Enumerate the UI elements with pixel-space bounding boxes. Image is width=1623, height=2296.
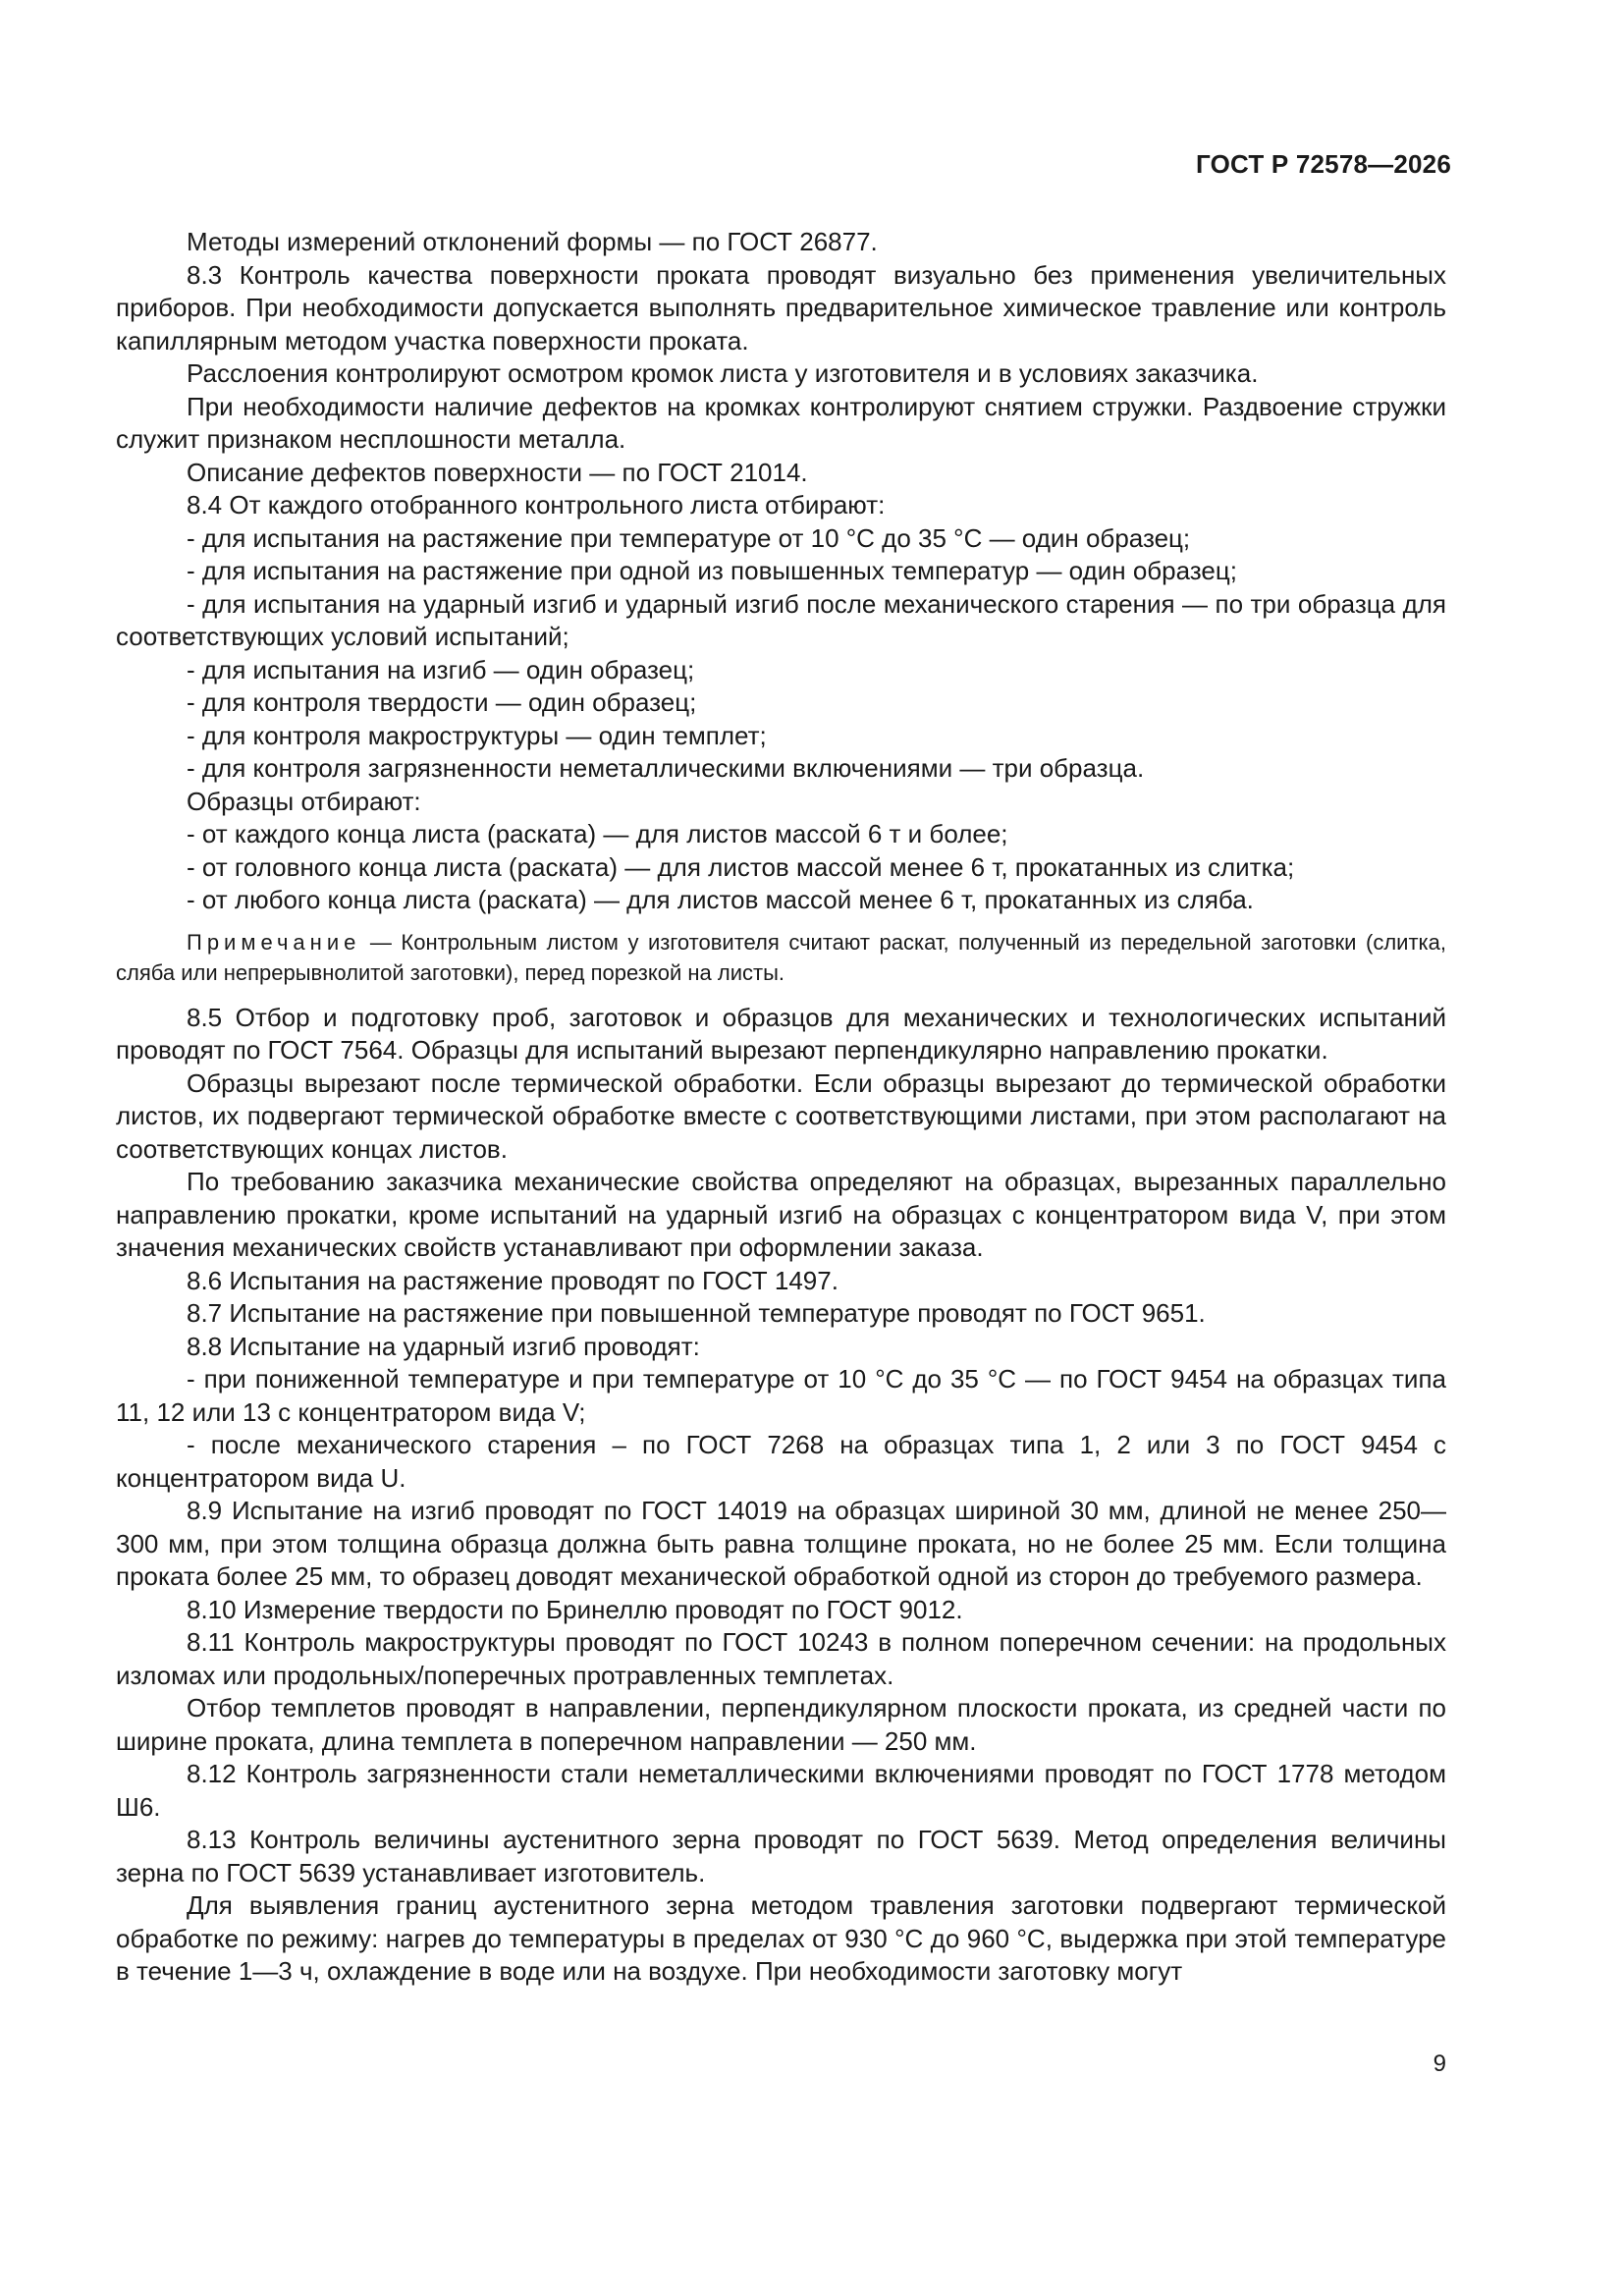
paragraph: 8.10 Измерение твердости по Бринеллю проводят по ГОСТ 9012. bbox=[187, 1594, 963, 1624]
paragraph: По требованию заказчика механические свойства определяют на образцах, вырезанных параллельно направлению прокатки, кроме испытаний на ударный изгиб на образцах с концентратором вида V, при этом значения механических свойств устанавливают при оформлении заказа. bbox=[116, 1167, 1446, 1262]
paragraph: Отбор темплетов проводят в направлении, перпендикулярном плоскости проката, из средней части по ширине проката, длина темплета в поперечном направлении — 250 мм. bbox=[116, 1693, 1446, 1756]
paragraph: 8.5 Отбор и подготовку проб, заготовок и образцов для механических и технологических испытаний проводят по ГОСТ 7564. Образцы для испытаний вырезают перпендикулярно направлению прокатки. bbox=[116, 1002, 1446, 1065]
list-item: - для испытания на ударный изгиб и ударный изгиб после механического старения — по три образца для соответствующих условий испытаний; bbox=[116, 588, 1446, 651]
document-body bbox=[116, 226, 1446, 1989]
paragraph: Образцы вырезают после термической обработки. Если образцы вырезают до термической обработки листов, их подвергают термической обработке вместе с соответствующими листами, при этом располагают на соответствующих концах листов. bbox=[116, 1067, 1446, 1164]
list-item: - для испытания на изгиб — один образец; bbox=[187, 654, 695, 684]
paragraph: 8.13 Контроль величины аустенитного зерна проводят по ГОСТ 5639. Метод определения величины зерна по ГОСТ 5639 устанавливает изготовитель. bbox=[116, 1825, 1446, 1887]
paragraph: 8.7 Испытание на растяжение при повышенной температуре проводят по ГОСТ 9651. bbox=[187, 1298, 1206, 1328]
list-item: - для испытания на растяжение при температуре от 10 °С до 35 °С — один образец; bbox=[187, 522, 1191, 553]
paragraph: Для выявления границ аустенитного зерна методом травления заготовки подвергают термической обработке по режиму: нагрев до температуры в пределах от 930 °С до 960 °С, выдержка при этой температуре в течение 1—3 ч, охлаждение в воде или на воздухе. При необходимости заготовку могут bbox=[116, 1890, 1446, 1986]
paragraph: При необходимости наличие дефектов на кромках контролируют снятием стружки. Раздвоение стружки служит признаком несплошности металла. bbox=[116, 391, 1446, 454]
paragraph: Методы измерений отклонений формы — по ГОСТ 26877. bbox=[187, 227, 878, 256]
paragraph: 8.6 Испытания на растяжение проводят по ГОСТ 1497. bbox=[187, 1265, 839, 1295]
list-item: - для контроля макроструктуры — один темплет; bbox=[187, 720, 767, 750]
page-number: 9 bbox=[1433, 2050, 1446, 2077]
list-item: - при пониженной температуре и при температуре от 10 °С до 35 °С — по ГОСТ 9454 на образцах типа 11, 12 или 13 с концентратором вида V; bbox=[116, 1364, 1446, 1427]
paragraph: Описание дефектов поверхности — по ГОСТ 21014. bbox=[187, 457, 808, 487]
note bbox=[116, 927, 1446, 988]
list-item: - от каждого конца листа (раската) — для листов массой 6 т и более; bbox=[187, 819, 1008, 848]
list-item: - после механического старения – по ГОСТ 7268 на образцах типа 1, 2 или 3 по ГОСТ 9454 с концентратором вида U. bbox=[116, 1430, 1446, 1493]
list-item: - от головного конца листа (раската) — для листов массой менее 6 т, прокатанных из слитка; bbox=[187, 851, 1295, 882]
list-item: - для контроля твердости — один образец; bbox=[187, 687, 697, 717]
paragraph: 8.3 Контроль качества поверхности проката проводят визуально без применения увеличительных приборов. При необходимости допускается выполнять предварительное химическое травление или контроль капиллярным методом участка поверхности проката. bbox=[116, 259, 1446, 355]
paragraph: 8.9 Испытание на изгиб проводят по ГОСТ 14019 на образцах шириной 30 мм, длиной не менее 250—300 мм, при этом толщина образца должна быть равна толщине проката, но не более 25 мм. Если толщина проката более 25 мм, то образец доводят механической обработкой одной из сторон до требуемого размера. bbox=[116, 1496, 1446, 1591]
document-id-header: ГОСТ Р 72578—2026 bbox=[1196, 149, 1451, 179]
list-item: - для испытания на растяжение при одной из повышенных температур — один образец; bbox=[187, 556, 1238, 585]
paragraph: 8.4 От каждого отобранного контрольного листа отбирают: bbox=[187, 490, 886, 519]
paragraph: 8.8 Испытание на ударный изгиб проводят: bbox=[187, 1331, 700, 1361]
paragraph: 8.12 Контроль загрязненности стали неметаллическими включениями проводят по ГОСТ 1778 методом Ш6. bbox=[116, 1759, 1446, 1822]
note-text: — Контрольным листом у изготовителя считают раскат, полученный из передельной заготовки (слитка, сляба или непрерывнолитой заготовки), перед порезкой на листы. bbox=[116, 929, 1446, 985]
note-label: Примечание bbox=[187, 929, 361, 955]
paragraph: 8.11 Контроль макроструктуры проводят по ГОСТ 10243 в полном поперечном сечении: на продольных изломах или продольных/поперечных протравленных темплетах. bbox=[116, 1627, 1446, 1690]
list-item: - для контроля загрязненности неметаллическими включениями — три образца. bbox=[187, 753, 1145, 783]
paragraph: Образцы отбирают: bbox=[187, 786, 421, 816]
paragraph: Расслоения контролируют осмотром кромок листа у изготовителя и в условиях заказчика. bbox=[187, 358, 1259, 388]
list-item: - от любого конца листа (раската) — для листов массой менее 6 т, прокатанных из сляба. bbox=[187, 885, 1254, 914]
